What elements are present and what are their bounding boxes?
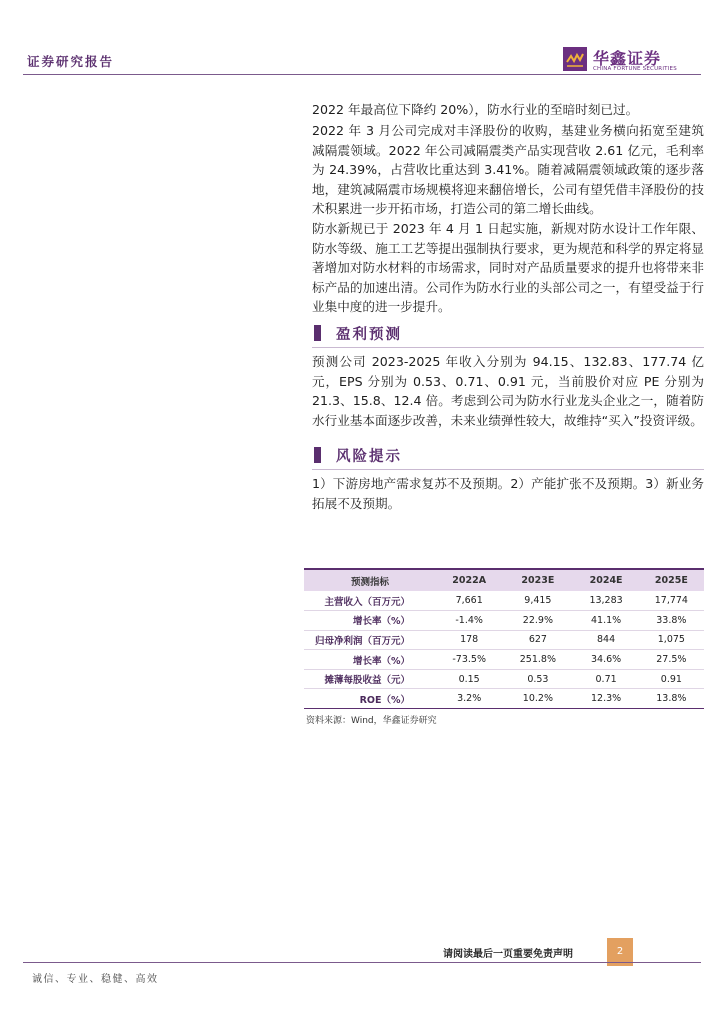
table-row — [304, 591, 704, 611]
table-cell: 0.53 — [502, 669, 573, 689]
table-cell: -1.4% — [436, 611, 502, 631]
row-label: 归母净利润（百万元） — [304, 630, 436, 650]
row-label: 摊薄每股收益（元） — [304, 669, 436, 689]
table-cell: -73.5% — [436, 650, 502, 670]
table-cell: 10.2% — [502, 689, 573, 709]
section-heading-profit — [312, 322, 704, 346]
table-row — [304, 669, 704, 689]
table-cell: 627 — [502, 630, 573, 650]
table-row — [304, 611, 704, 631]
company-logo — [563, 45, 693, 75]
table-cell: 22.9% — [502, 611, 573, 631]
section-heading-risk — [312, 444, 704, 468]
column-header: 2022A — [436, 569, 502, 591]
table-cell: 41.1% — [573, 611, 638, 631]
table-cell: 1,075 — [639, 630, 704, 650]
column-header: 2024E — [573, 569, 638, 591]
paragraph: 1）下游房地产需求复苏不及预期。2）产能扩张不及预期。3）新业务拓展不及预期。 — [312, 476, 704, 511]
main-content — [312, 100, 704, 514]
footer-divider — [23, 962, 701, 963]
paragraph: 防水新规已于 2023 年 4 月 1 日起实施，新规对防水设计工作年限、防水等级、施工工艺等提出强制执行要求，更为规范和科学的界定将显著增加对防水材料的市场需求，同时对产品质量要求的提升也将带来非标产品的加速出清。公司作为防水行业的头部公司之一，有望受益于行业集中度的进一步提升。 — [312, 221, 704, 315]
company-motto: 诚信、专业、稳健、高效 — [32, 974, 159, 985]
forecast-table — [304, 568, 704, 709]
row-label: 增长率（%） — [304, 650, 436, 670]
disclaimer-note: 请阅读最后一页重要免责声明 — [443, 949, 573, 960]
report-type-label: 证券研究报告 — [27, 54, 115, 69]
row-label: 增长率（%） — [304, 611, 436, 631]
table-cell: 34.6% — [573, 650, 638, 670]
section-marker-icon — [314, 447, 321, 463]
paragraph: 预测公司 2023-2025 年收入分别为 94.15、132.83、177.74 亿元，EPS 分别为 0.53、0.71、0.91 元，当前股价对应 PE 分别为 21.3、15.8、12.4 倍。考虑到公司为防水行业龙头企业之一，随着防水行业基本面逐步改善，未来业绩弹性较大，故维持“买入”投资评级。 — [312, 354, 704, 428]
paragraph: 2022 年 3 月公司完成对丰泽股份的收购，基建业务横向拓宽至建筑减隔震领域。2022 年公司减隔震类产品实现营收 2.61 亿元，毛利率为 24.39%，占营收比重达到 3.41%。随着减隔震领域政策的逐步落地，建筑减隔震市场规模将迎来翻倍增长，公司有望凭借丰泽股份的技术积累进一步开拓市场，打造公司的第二增长曲线。 — [312, 123, 704, 217]
table-cell: 13,283 — [573, 591, 638, 611]
header-divider — [23, 74, 701, 75]
section-divider — [312, 469, 704, 470]
table-cell: 178 — [436, 630, 502, 650]
table-cell: 0.71 — [573, 669, 638, 689]
column-header: 预测指标 — [304, 569, 436, 591]
column-header: 2023E — [502, 569, 573, 591]
table-cell: 17,774 — [639, 591, 704, 611]
section-title: 风险提示 — [336, 449, 402, 466]
table-cell: 0.91 — [639, 669, 704, 689]
row-label: 主营收入（百万元） — [304, 591, 436, 611]
section-title: 盈利预测 — [336, 327, 402, 344]
table-cell: 13.8% — [639, 689, 704, 709]
logo-mark-icon — [563, 47, 587, 71]
table-cell: 33.8% — [639, 611, 704, 631]
table-cell: 27.5% — [639, 650, 704, 670]
table-cell: 844 — [573, 630, 638, 650]
logo-subtext: CHINA FORTUNE SECURITIES — [593, 66, 677, 72]
table-cell: 251.8% — [502, 650, 573, 670]
paragraph: 2022 年最高位下降约 20%），防水行业的至暗时刻已过。 — [312, 102, 639, 117]
table-cell: 7,661 — [436, 591, 502, 611]
table-cell: 3.2% — [436, 689, 502, 709]
section-divider — [312, 347, 704, 348]
table-source-note: 资料来源：Wind，华鑫证券研究 — [306, 716, 437, 726]
logo-text: 华鑫证券 — [593, 49, 662, 68]
table-cell: 0.15 — [436, 669, 502, 689]
table-cell: 9,415 — [502, 591, 573, 611]
column-header: 2025E — [639, 569, 704, 591]
table-row — [304, 650, 704, 670]
table-row — [304, 689, 704, 709]
table-header-row — [304, 569, 704, 591]
table-row — [304, 630, 704, 650]
table-cell: 12.3% — [573, 689, 638, 709]
section-marker-icon — [314, 325, 321, 341]
page-number: 2 — [607, 938, 633, 966]
row-label: ROE（%） — [304, 689, 436, 709]
